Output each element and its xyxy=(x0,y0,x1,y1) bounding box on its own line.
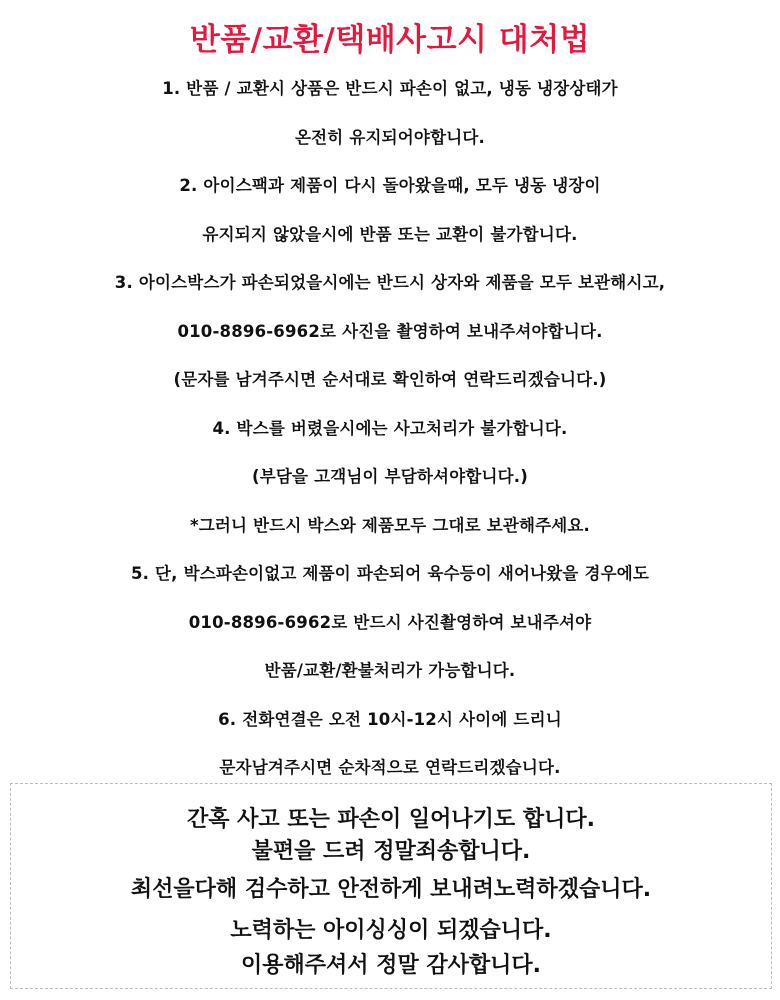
rule-line: 010-8896-6962로 사진을 촬영하여 보내주셔야합니다. xyxy=(177,321,603,341)
notice-line: 이용해주셔서 정말 감사합니다. xyxy=(241,953,541,978)
rule-line: (부담을 고객님이 부담하셔야합니다.) xyxy=(252,467,528,486)
rule-line: *그러니 반드시 박스와 제품모두 그대로 보관해주세요. xyxy=(189,515,591,535)
rule-line: 4. 박스를 버렸을시에는 사고처리가 불가합니다. xyxy=(212,418,568,438)
page-title: 반품/교환/택배사고시 대처법 xyxy=(189,22,591,58)
notice-line: 간혹 사고 또는 파손이 일어나기도 합니다. xyxy=(187,807,595,832)
rule-line: 반품/교환/환불처리가 가능합니다. xyxy=(264,661,516,680)
notice-line: 노력하는 아이싱싱이 되겠습니다. xyxy=(230,918,552,943)
rule-line: 6. 전화연결은 오전 10시-12시 사이에 드리니 xyxy=(218,709,562,729)
notice-box xyxy=(10,783,772,989)
rule-line: (문자를 남겨주시면 순서대로 확인하여 연락드리겠습니다.) xyxy=(173,370,607,389)
notice-line: 불편을 드려 정말죄송합니다. xyxy=(251,839,531,864)
rule-line: 010-8896-6962로 반드시 사진촬영하여 보내주셔야 xyxy=(188,612,592,632)
rule-line: 온전히 유지되어야합니다. xyxy=(295,127,485,147)
rule-line: 문자남겨주시면 순차적으로 연락드리겠습니다. xyxy=(219,758,561,777)
rule-line: 5. 단, 박스파손이없고 제품이 파손되어 육수등이 새어나왔을 경우에도 xyxy=(130,564,650,583)
rules-list xyxy=(10,76,770,804)
rule-line: 2. 아이스팩과 제품이 다시 돌아왔을때, 모두 냉동 냉장이 xyxy=(179,176,601,195)
notice-line: 최선을다해 검수하고 안전하게 보내려노력하겠습니다. xyxy=(130,877,652,902)
rule-line: 1. 반품 / 교환시 상품은 반드시 파손이 없고, 냉동 냉장상태가 xyxy=(162,79,618,98)
rule-line: 유지되지 않았을시에 반품 또는 교환이 불가합니다. xyxy=(202,224,578,244)
rule-line: 3. 아이스박스가 파손되었을시에는 반드시 상자와 제품을 모두 보관해시고, xyxy=(114,273,666,292)
